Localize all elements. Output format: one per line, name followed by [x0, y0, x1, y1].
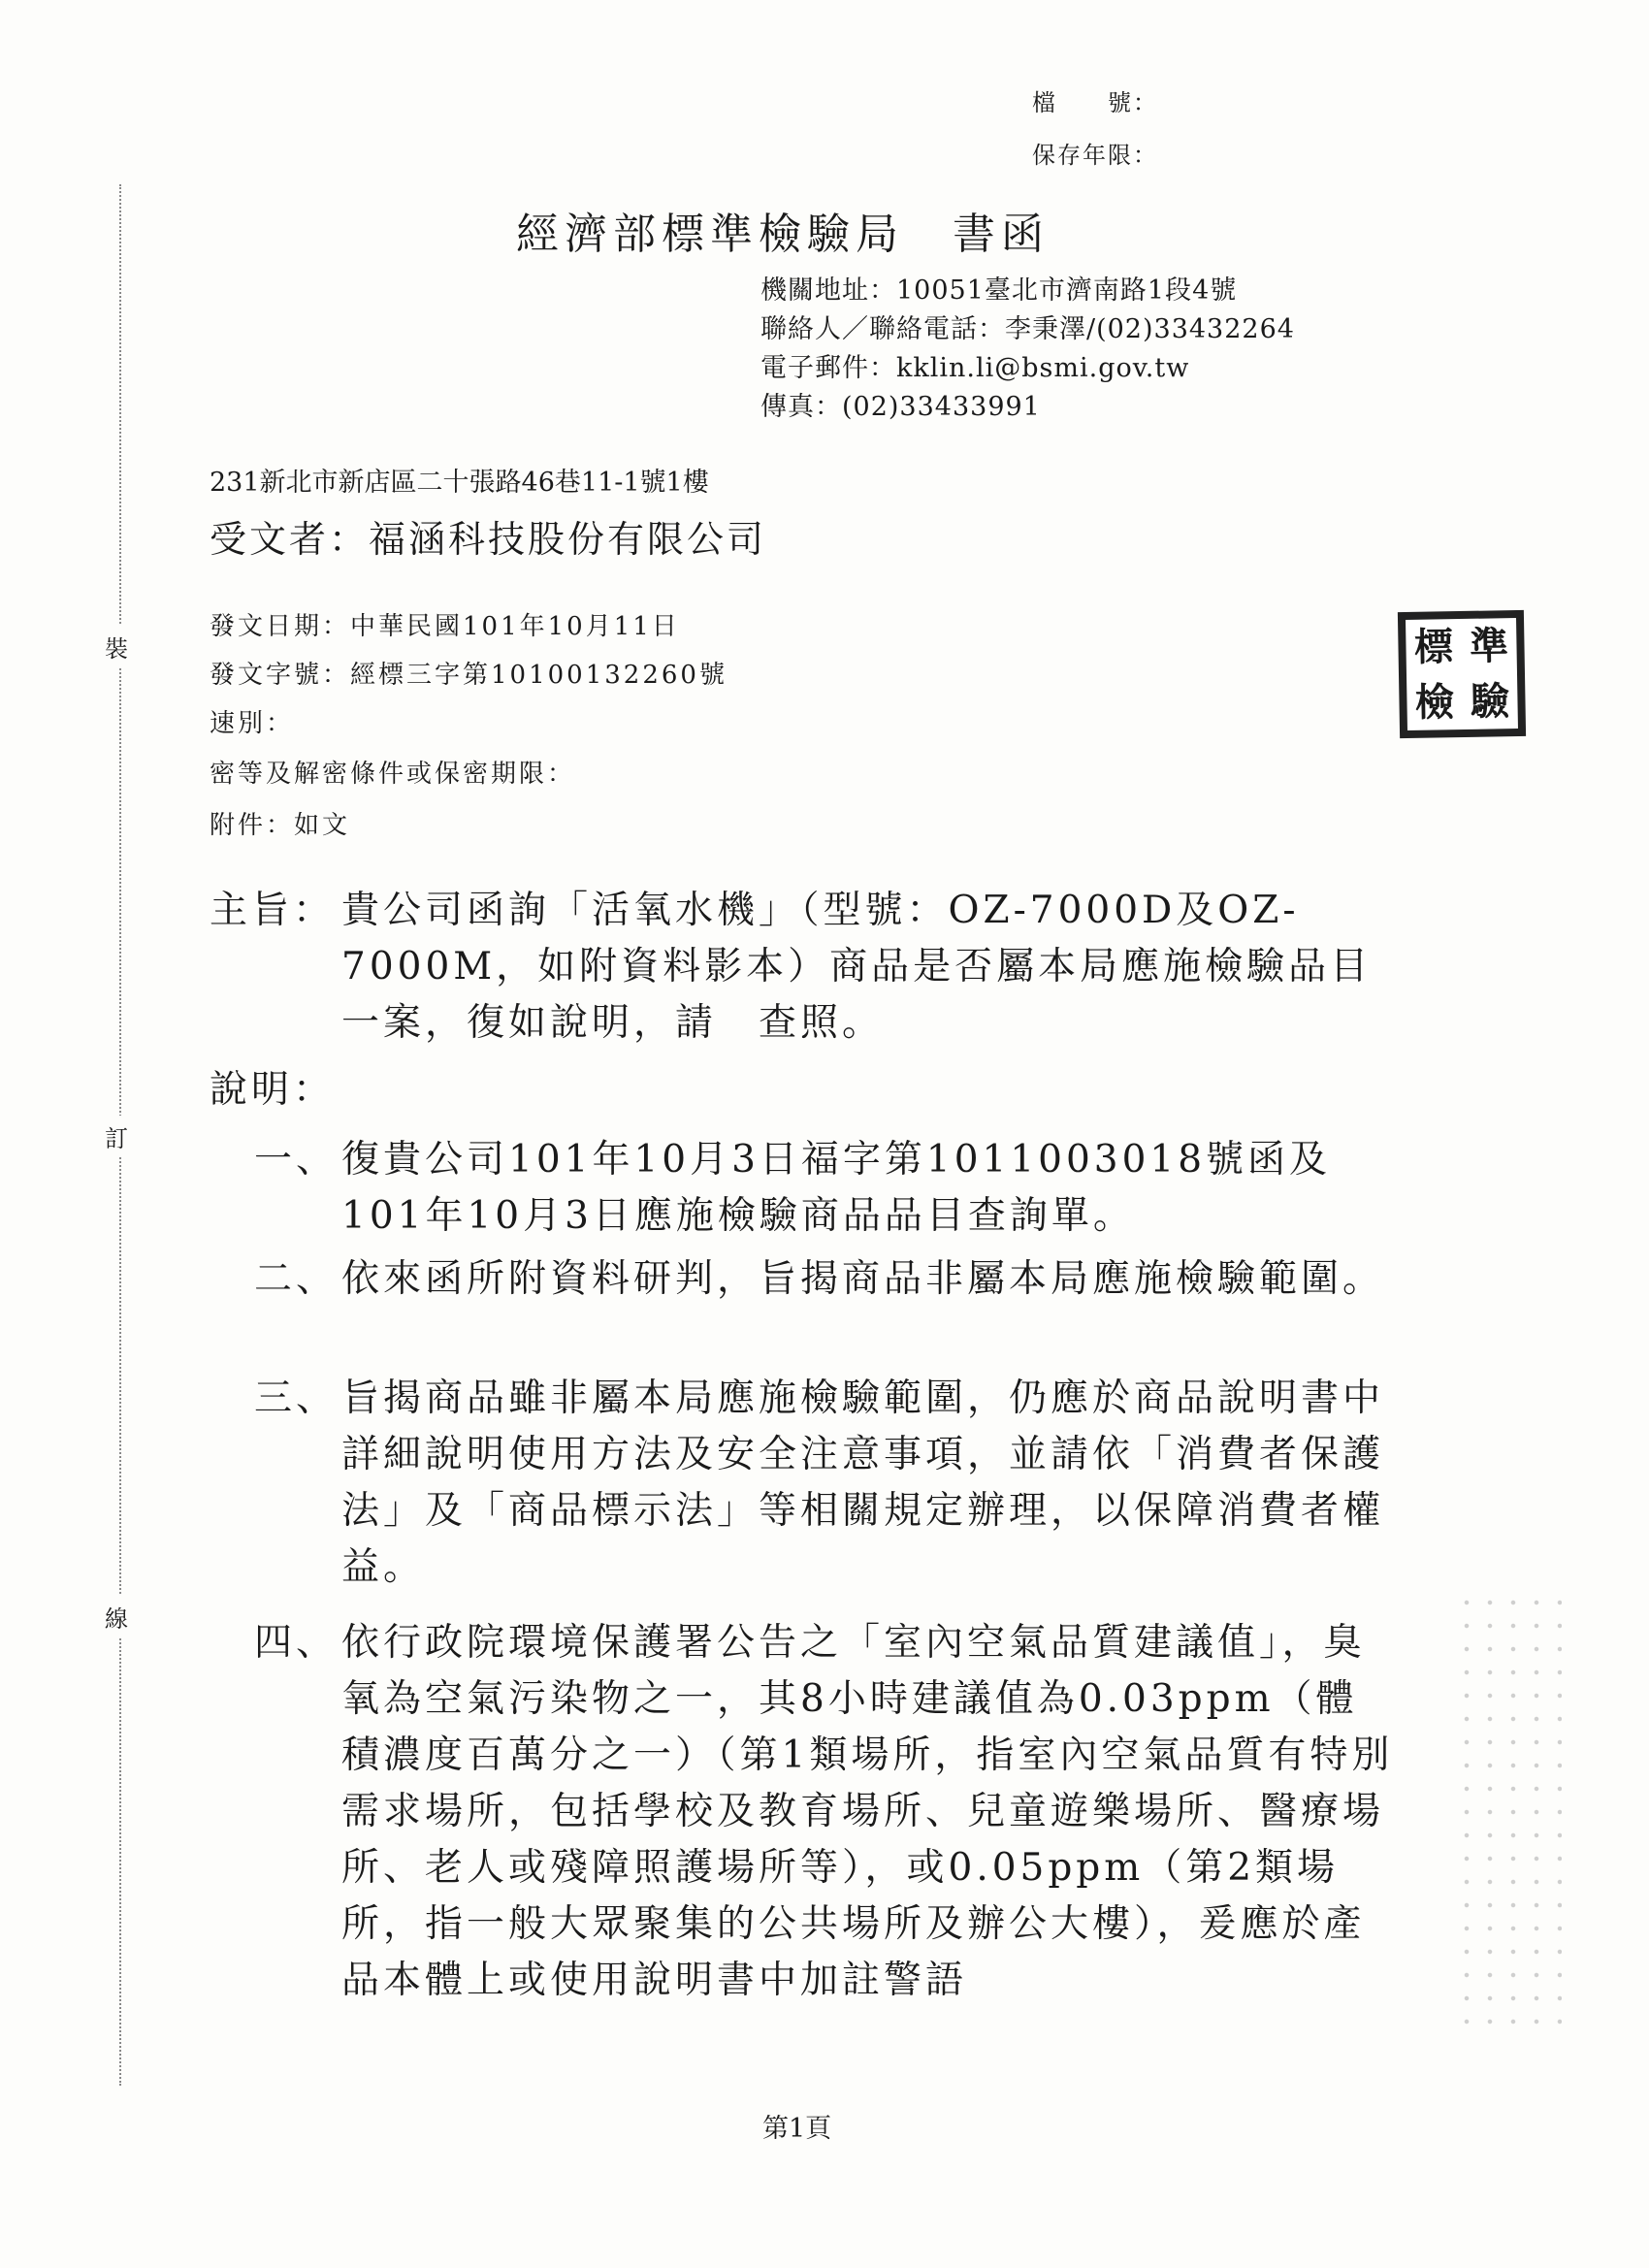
subject-label: 主旨： — [210, 889, 336, 932]
sender-address: 機關地址：10051臺北市濟南路1段4號 — [760, 275, 1238, 306]
seal-char: 標 — [1413, 623, 1454, 670]
sender-fax: 傳真：(02)33433991 — [760, 392, 1041, 422]
explanation-item: 依行政院環境保護署公告之「室內空氣品質建議值」，臭氧為空氣污染物之一，其8小時建議值為0.03ppm（體積濃度百萬分之一）（第1類場所，指室內空氣品質有特別需求場所，包括學校及教育場所、兒童遊樂場所、醫療場所、老人或殘障照護場所等），或0.05ppm（第2類場所，指一般大眾聚集的公共場所及辦公大樓），爰應於產品本體上或使用說明書中加註警語 — [341, 1621, 1394, 2002]
seal-char: 檢 — [1414, 678, 1455, 726]
item-number: 三、 — [254, 1377, 339, 1420]
sender-contact: 聯絡人／聯絡電話：李秉澤/(02)33432264 — [760, 314, 1295, 344]
secrecy-level: 密等及解密條件或保密期限： — [210, 760, 576, 789]
item-number: 一、 — [254, 1138, 339, 1182]
item-number: 二、 — [254, 1257, 339, 1301]
file-number-label: 檔 號： — [1032, 89, 1158, 116]
item-number: 四、 — [254, 1621, 339, 1665]
document-title: 經濟部標準檢驗局 書函 — [516, 210, 1050, 259]
seal-char: 驗 — [1470, 677, 1510, 725]
recipient: 受文者：福涵科技股份有限公司 — [210, 518, 767, 561]
attachment: 附件：如文 — [210, 811, 351, 840]
recipient-address: 231新北市新店區二十張路46巷11-1號1樓 — [210, 468, 709, 498]
document-number: 發文字號：經標三字第10100132260號 — [210, 661, 728, 690]
explanation-label: 說明： — [210, 1068, 336, 1112]
seal-char: 準 — [1469, 622, 1509, 669]
binding-mark-xian: 線 — [105, 1596, 128, 1637]
perforation-marks — [1455, 1591, 1562, 2037]
issue-date: 發文日期：中華民國101年10月11日 — [210, 612, 680, 641]
explanation-item: 旨揭商品雖非屬本局應施檢驗範圍，仍應於商品說明書中詳細說明使用方法及安全注意事項，並請依「消費者保護法」及「商品標示法」等相關規定辦理，以保障消費者權益。 — [341, 1377, 1385, 1589]
sender-email: 電子郵件：kklin.li@bsmi.gov.tw — [760, 353, 1190, 383]
subject-text: 貴公司函詢「活氧水機」（型號：OZ-7000D及OZ-7000M，如附資料影本）商品是否屬本局應施檢驗品目一案，復如說明，請 查照。 — [341, 889, 1373, 1045]
explanation-item: 依來函所附資料研判，旨揭商品非屬本局應施檢驗範圍。 — [341, 1257, 1385, 1301]
explanation-item: 復貴公司101年10月3日福字第1011003018號函及101年10月3日應施檢驗商品品目查詢單。 — [341, 1138, 1332, 1238]
binding-mark-zhuang: 裝 — [105, 626, 128, 667]
page-number: 第1頁 — [762, 2114, 832, 2144]
retention-period-label: 保存年限： — [1032, 142, 1158, 169]
official-seal — [1398, 610, 1526, 738]
speed-class: 速別： — [210, 709, 295, 738]
binding-mark-ding: 訂 — [105, 1116, 128, 1157]
